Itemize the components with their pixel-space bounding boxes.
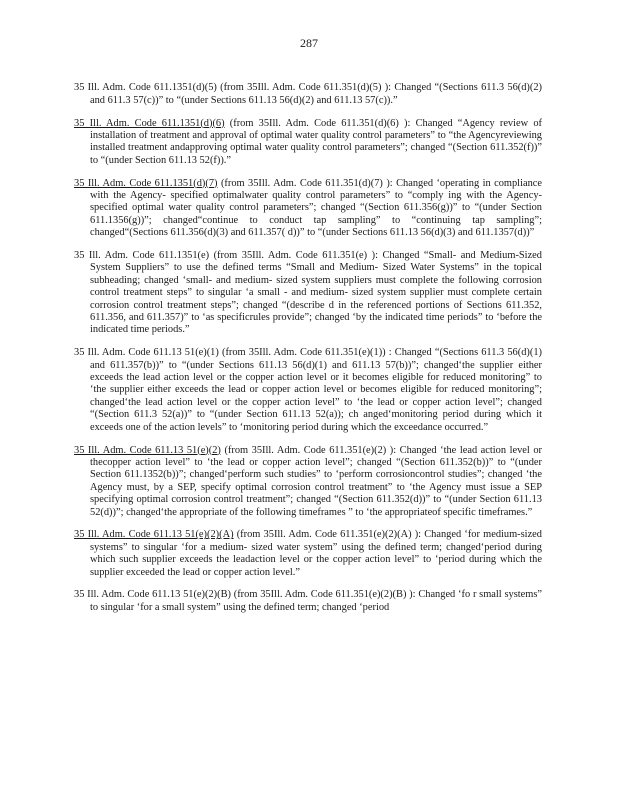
amendment-entry [74,118,542,168]
amendment-entry [74,589,542,614]
citation-heading: 35 Ill. Adm. Code 611.1351(d)(7) [74,177,218,189]
page-number: 287 [300,36,318,50]
amendment-entry [74,347,542,434]
citation-heading: 35 Ill. Adm. Code 611.13 51(e)(1) [74,347,219,359]
citation-heading: 35 Ill. Adm. Code 611.13 51(e)(2)(A) [74,529,234,541]
amendment-entry [74,529,542,579]
citation-heading: 35 Ill. Adm. Code 611.13 51(e)(2)(B) [74,589,231,601]
citation-heading: 35 Ill. Adm. Code 611.1351(d)(6) [74,117,225,129]
citation-heading: 35 Ill. Adm. Code 611.1351(d)(5) [74,82,217,94]
amendment-text: (from 35Ill. Adm. Code 611.351(e)(2)(B) ): Changed ‘fo r small systems” to singular ‘for a small system” using the defined term; changed ‘period [90,589,542,613]
amendment-entry [74,445,542,519]
amendment-text: (from 35Ill. Adm. Code 611.351(d)(6) ): Changed “Agency review of installation of treatment and approval of optimal water quality control parameters” to “the Agencyreviewing installed treatment andapproving optimal water quality control parameters”; changed “(Section 611.352(f))” to “(under Section 611.13 52(f)).” [90,117,542,166]
amendment-entry [74,178,542,240]
amendment-text: (from 35Ill. Adm. Code 611.351(e)(1)) : Changed “(Sections 611.3 56(d)(1) and 611.357(b))” to “(under Sections 611.13 56(d)(1) and 611.13 57(b))”; changed‘the supplier either exceeds the lead action level or the copper action level or it becomes eligible for reduced monitoring” to ‘the supplier either exceeds the lead or copper action level or becomes eligible for reduced monitoring”; changed‘the lead action level or the copper action level” to ‘the lead or copper action level”; changed “(Section 611.3 52(a))” to “(under Section 611.13 52(a)); ch anged‘monitoring period during which it exceeds one of the action levels” to ‘monitoring period during which the exceedance occurred.” [90,347,542,433]
amendment-text: (from 35Ill. Adm. Code 611.351(e)(2) ): Changed ‘the lead action level or thecopper action level” to ‘the lead or copper action level”; changed “(Section 611.352(b))” to “(under Section 611.1352(b))”; changed‘perform such studies” to ‘perform corrosioncontrol studies”; changed ‘the Agency must, by a SEP, specify optimal corrosion control treatment” to ‘the Agency must issue a SEP specifying optimal corrosion control treatment”; changed “(Section 611.352(d))” to “(under Section 611.13 52(d))”; changed‘the appropriate of the following timeframes ” to ‘the appropriateof specific timeframes.” [90,444,542,518]
amendment-text: (from 35Ill. Adm. Code 611.351(d)(7) ): Changed ‘operating in compliance with the Agency- specified optimalwater quality control parameters” to “comply ing with the Agency- specified optimal water quality control parameters”; changed “(Section 611.356(g))” to “(under Section 611.1356(g))”; changed“continue to conduct tap sampling” to “continuing tap sampling”; changed“(Sections 611.356(d)(3) and 611.357( d))” to “(under Sections 611.13 56(d)(3) and 611.1357(d))” [90,177,542,239]
amendment-text: (from 35Ill. Adm. Code 611.351(d)(5) ): Changed “(Sections 611.3 56(d)(2) and 611.3 57(c))” to “(under Sections 611.13 56(d)(2) and 611.13 57(c)).” [90,82,542,106]
citation-heading: 35 Ill. Adm. Code 611.1351(e) [74,250,210,262]
amendment-entry [74,250,542,337]
amendment-entry [74,82,542,107]
citation-heading: 35 Ill. Adm. Code 611.13 51(e)(2) [74,444,221,456]
amendment-list [74,72,542,624]
amendment-text: (from 35Ill. Adm. Code 611.351(e) ): Changed “Small- and Medium-Sized System Suppliers” to use the defined terms “Small and Medium- Sized Water Systems” in the topical subheading; changed ‘small- and medium- sized system suppliers must complete the following corrosion control treatment steps” to singular ‘a small - and medium- sized system supplier must complete certain corrosion control treatment steps”; changed “(describe d in the referenced portions of Sections 611.352, 611.356, and 611.357)” to ‘as specificrules provide”; changed ‘by the indicated time periods” to ‘before the indicated time periods.” [90,250,542,336]
amendment-text: (from 35Ill. Adm. Code 611.351(e)(2)(A) ): Changed ‘for medium-sized systems” to singular ‘for a medium- sized water system” using the defined term; changed‘period during which such supplier exceeds the leadaction level or the copper action level” to ‘period during which the supplier exceeded the lead or copper action level.” [90,529,542,578]
